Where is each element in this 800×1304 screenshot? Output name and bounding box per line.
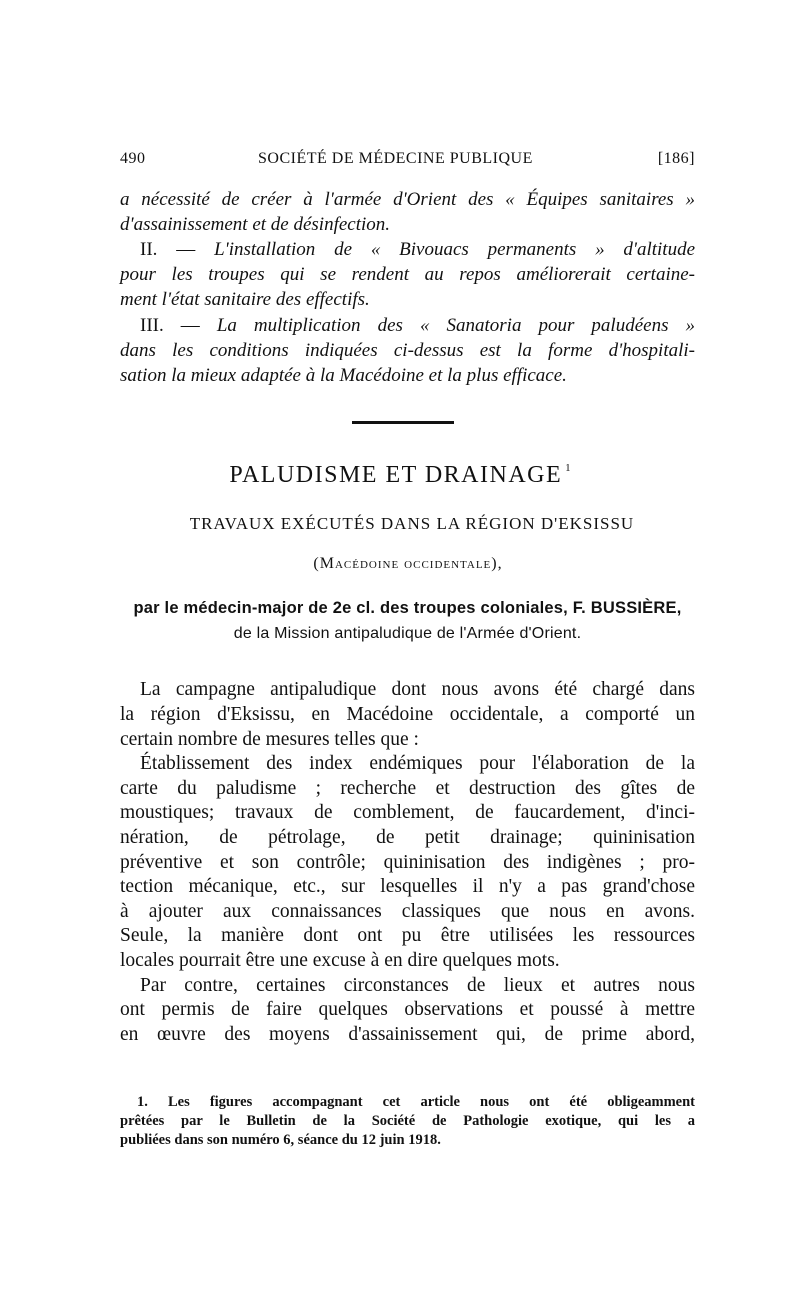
conclusion-item-2 — [140, 238, 695, 262]
section-separator-rule — [352, 421, 454, 424]
body-line: moustiques; travaux de comblement, de faucardement, d'inci- — [120, 802, 695, 823]
body-line: ont permis de faire quelques observations et poussé à mettre — [120, 999, 695, 1020]
footnote-line: publiées dans son numéro 6, séance du 12 juin 1918. — [120, 1132, 441, 1148]
body-line: en œuvre des moyens d'assainissement qui, de prime abord, — [120, 1024, 695, 1045]
conclusion-item-3 — [140, 314, 695, 338]
page-header — [120, 150, 695, 174]
body-line: locales pourrait être une excuse à en dire quelques mots. — [120, 950, 560, 971]
body-line: Établissement des index endémiques pour l'élaboration de la — [140, 753, 695, 774]
body-line: Seule, la manière dont ont pu être utilisées les ressources — [120, 925, 695, 946]
body-line: tection mécanique, etc., sur lesquelles il n'y a pas grand'chose — [120, 876, 695, 897]
article-title-text: PALUDISME ET DRAINAGE — [229, 462, 563, 488]
article-region: (Macédoine occidentale), — [313, 555, 503, 572]
item-numeral: III. — — [140, 315, 200, 336]
running-title: SOCIÉTÉ DE MÉDECINE PUBLIQUE — [258, 150, 533, 167]
body-line: Par contre, certaines circonstances de lieux et autres nous — [140, 975, 695, 996]
page-number: 490 — [120, 150, 146, 167]
body-line: préventive et son contrôle; quininisation des indigènes ; pro- — [120, 852, 695, 873]
footnote-line: prêtées par le Bulletin de la Société de Pathologie exotique, qui les a — [120, 1113, 695, 1129]
footnote-line: 1. Les figures accompagnant cet article nous ont été obligeamment — [137, 1094, 695, 1110]
bracketed-page-number: [186] — [657, 150, 695, 167]
conclusion-line: sation la mieux adaptée à la Macédoine et la plus efficace. — [120, 365, 567, 386]
body-line: La campagne antipaludique dont nous avons été chargé dans — [140, 679, 695, 700]
article-title — [0, 462, 800, 489]
article-subtitle: TRAVAUX EXÉCUTÉS DANS LA RÉGION D'EKSISSU — [189, 514, 635, 533]
item-text: La multiplication des « Sanatoria pour paludéens » — [216, 315, 696, 336]
item-text: L'installation de « Bivouacs permanents » d'altitude — [214, 239, 696, 260]
conclusion-line: dans les conditions indiquées ci-dessus est la forme d'hospitali- — [120, 340, 695, 361]
body-line: carte du paludisme ; recherche et destruction des gîtes de — [120, 778, 695, 799]
footnote-marker: 1 — [565, 462, 571, 474]
body-line: la région d'Eksissu, en Macédoine occidentale, a comporté un — [120, 704, 695, 725]
body-line: nération, de pétrolage, de petit drainage; quininisation — [120, 827, 695, 848]
conclusion-line: d'assainissement et de désinfection. — [120, 214, 391, 235]
body-line: à ajouter aux connaissances classiques que nous en avons. — [120, 901, 695, 922]
conclusion-line: a nécessité de créer à l'armée d'Orient des « Équipes sanitaires » — [120, 189, 695, 210]
conclusion-line: ment l'état sanitaire des effectifs. — [120, 289, 370, 310]
author-affiliation: de la Mission antipaludique de l'Armée d'Orient. — [233, 625, 582, 642]
item-numeral: II. — — [140, 239, 196, 260]
author-line: par le médecin-major de 2e cl. des troupes coloniales, F. BUSSIÈRE, — [133, 599, 682, 617]
conclusion-line: pour les troupes qui se rendent au repos améliorerait certaine- — [120, 264, 695, 285]
body-line: certain nombre de mesures telles que : — [120, 729, 419, 750]
